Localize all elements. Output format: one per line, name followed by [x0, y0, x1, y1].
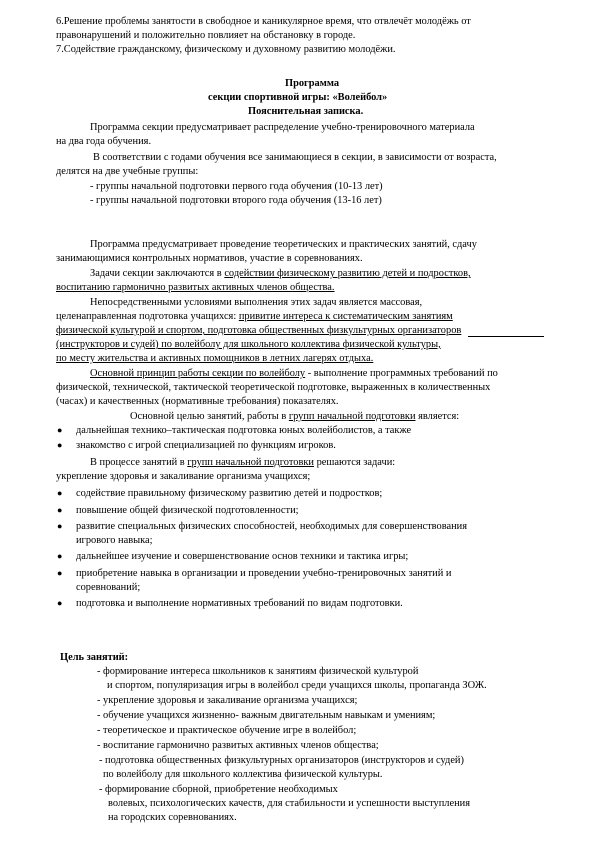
- conditions-underlined-1: привитие интереса к систематическим занятиям: [238, 311, 453, 322]
- goal-line: [130, 410, 459, 423]
- bullet-icon: ●: [57, 440, 63, 450]
- intro-item-6-line2: правонарушений и положительно повлияет на обстановку в городе.: [56, 30, 356, 41]
- program-subtitle: секции спортивной игры: «Волейбол»: [208, 92, 388, 103]
- explanatory-note-heading: Пояснительная записка.: [248, 106, 364, 117]
- aim-item-1-cont: и спортом, популяризация игры в волейбол среди учащихся школы, пропаганда ЗОЖ.: [107, 680, 487, 691]
- goal-underlined: групп начальной подготовки: [288, 411, 416, 422]
- tasks-intro-underlined: групп начальной подготовки: [187, 457, 314, 468]
- principle-line-2: физической, технической, тактической теоретической подготовке, выраженных в количественных: [56, 382, 491, 393]
- aim-item-1: - формирование интереса школьников к занятиям физической культурой: [97, 666, 419, 677]
- conditions-line-4: (инструкторов и судей) по волейболу для школьного коллектива физической культуры,: [56, 339, 441, 350]
- explanatory-line-2: на два года обучения.: [56, 136, 152, 147]
- task-bullet-5-cont: соревнований;: [76, 582, 141, 593]
- bullet-icon: ●: [57, 425, 63, 435]
- intro-item-6-line1: 6.Решение проблемы занятости в свободное и каникулярное время, что отвлечёт молодёжь от: [56, 16, 471, 27]
- explanatory-line-1: Программа секции предусматривает распределение учебно-тренировочного материала: [90, 122, 475, 133]
- aim-item-4: - теоретическое и практическое обучение игре в волейбол;: [97, 725, 357, 736]
- principle-rest: - выполнение программных требований по: [305, 368, 498, 379]
- goal-suffix: является:: [415, 411, 460, 422]
- aim-item-7: - формирование сборной, приобретение необходимых: [99, 784, 338, 795]
- underline-rule: [468, 336, 544, 337]
- aim-item-6-cont: по волейболу для школьного коллектива физической культуры.: [103, 769, 383, 780]
- task-bullet-5: приобретение навыка в организации и проведении учебно-тренировочных занятий и: [76, 568, 452, 579]
- provision-line-2: занимающимися контрольных нормативов, участие в соревнованиях.: [56, 253, 363, 264]
- task-bullet-3: развитие специальных физических способностей, необходимых для совершенствования: [76, 521, 467, 532]
- task-bullet-4: дальнейшее изучение и совершенствование основ техники и тактика игры;: [76, 551, 409, 562]
- aim-item-7-cont-2: на городских соревнованиях.: [108, 812, 237, 823]
- intro-item-7: 7.Содействие гражданскому, физическому и духовному развитию молодёжи.: [56, 44, 396, 55]
- task-bullet-6: подготовка и выполнение нормативных требований по видам подготовки.: [76, 598, 403, 609]
- explanatory-line-4: делятся на две учебные группы:: [56, 166, 199, 177]
- group-item-2: - группы начальной подготовки второго года обучения (13-16 лет): [90, 195, 382, 206]
- aim-item-5: - воспитание гармонично развитых активных членов общества;: [97, 740, 379, 751]
- bullet-icon: ●: [57, 505, 63, 515]
- tasks-line-2: воспитанию гармонично развитых активных членов общества.: [56, 282, 335, 293]
- principle-underlined: Основной принцип работы секции по волейболу: [90, 368, 306, 379]
- tasks-intro-line-2: укрепление здоровья и закаливание организма учащихся;: [56, 471, 311, 482]
- program-title: Программа: [285, 78, 340, 89]
- task-bullet-3-cont: игрового навыка;: [76, 535, 153, 546]
- aim-item-7-cont: волевых, психологических качеств, для стабильности и успешности выступления: [108, 798, 470, 809]
- conditions-line-3: физической культурой и спортом, подготовка общественных физкультурных организаторов: [56, 325, 462, 336]
- tasks-intro-line: [90, 456, 395, 469]
- tasks-intro-prefix: В процессе занятий в: [90, 457, 188, 468]
- task-bullet-1: содействие правильному физическому развитию детей и подростков;: [76, 488, 383, 499]
- principle-line-1: [90, 367, 498, 380]
- goal-bullet-2: знакомство с игрой специализацией по функциям игроков.: [76, 440, 336, 451]
- group-item-1: - группы начальной подготовки первого года обучения (10-13 лет): [90, 181, 383, 192]
- aims-title: Цель занятий:: [60, 652, 129, 663]
- conditions-line-5: по месту жительства и активных помощников в летних лагерях отдыха.: [56, 353, 374, 364]
- bullet-icon: ●: [57, 568, 63, 578]
- task-bullet-2: повышение общей физической подготовленности;: [76, 505, 299, 516]
- explanatory-line-3: В соответствии с годами обучения все занимающиеся в секции, в зависимости от возраста,: [93, 152, 497, 163]
- goal-prefix: Основной целью занятий, работы в: [130, 411, 289, 422]
- conditions-prefix: целенаправленная подготовка учащихся:: [56, 311, 239, 322]
- tasks-line-1: [90, 267, 471, 280]
- tasks-prefix: Задачи секции заключаются в: [90, 268, 225, 279]
- bullet-icon: ●: [57, 598, 63, 608]
- bullet-icon: ●: [57, 521, 63, 531]
- conditions-line-2: [56, 310, 453, 323]
- tasks-intro-suffix: решаются задачи:: [313, 457, 396, 468]
- aim-item-2: - укрепление здоровья и закаливание организма учащихся;: [97, 695, 358, 706]
- goal-bullet-1: дальнейшая технико–тактическая подготовка юных волейболистов, а также: [76, 425, 412, 436]
- provision-line-1: Программа предусматривает проведение теоретических и практических занятий, сдачу: [90, 239, 477, 250]
- bullet-icon: ●: [57, 488, 63, 498]
- aim-item-3: - обучение учащихся жизненно- важным двигательным навыкам и умениям;: [97, 710, 436, 721]
- principle-line-3: (часах) и качественных (нормативные требования) показателях.: [56, 396, 339, 407]
- tasks-underlined-1: содействии физическому развитию детей и подростков,: [224, 268, 471, 279]
- aim-item-6: - подготовка общественных физкультурных организаторов (инструкторов и судей): [99, 755, 464, 766]
- bullet-icon: ●: [57, 551, 63, 561]
- conditions-line-1: Непосредственными условиями выполнения этих задач является массовая,: [90, 297, 423, 308]
